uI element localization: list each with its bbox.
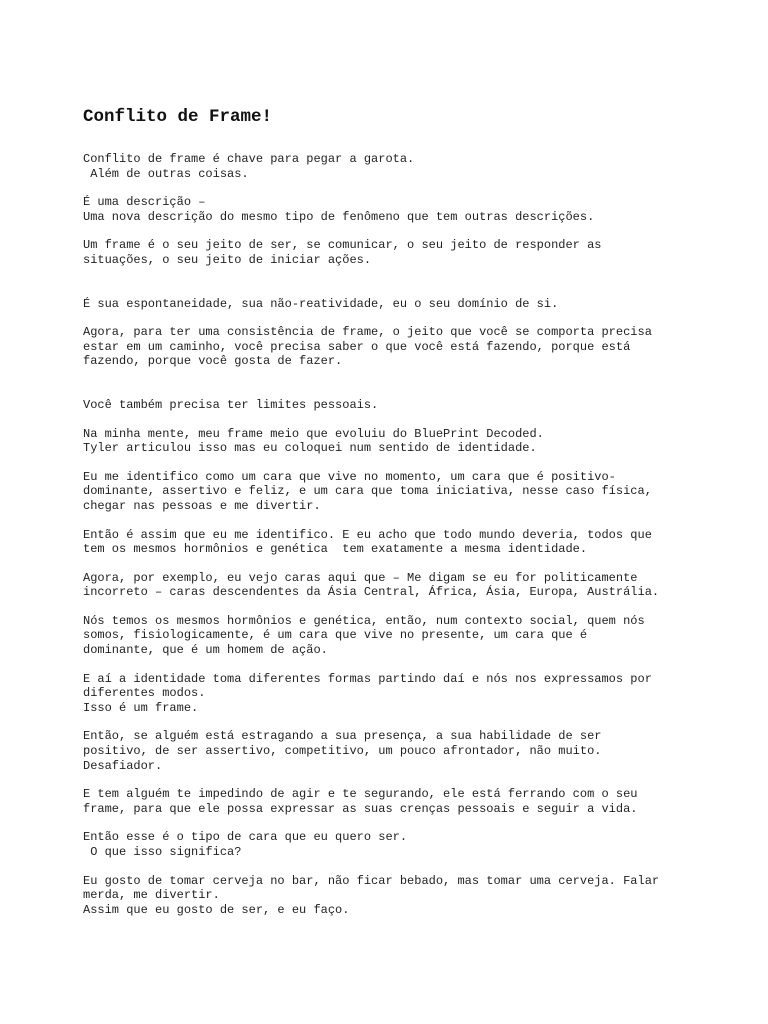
text-line: Agora, para ter uma consistência de frame, o jeito que você se comporta precisa (83, 325, 652, 340)
text-line: Então, se alguém está estragando a sua presença, a sua habilidade de ser (83, 729, 602, 744)
text-line: E aí a identidade toma diferentes formas partindo daí e nós nos expressamos por (83, 671, 652, 686)
text-line: Tyler articulou isso mas eu coloquei num sentido de identidade. (83, 441, 537, 456)
text-line: diferentes modos. (83, 686, 206, 701)
text-line: Conflito de frame é chave para pegar a garota. (83, 152, 415, 166)
text-line: Eu gosto de tomar cerveja no bar, não ficar bebado, mas tomar uma cerveja. Falar (83, 873, 660, 888)
text-line: Um frame é o seu jeito de ser, se comunicar, o seu jeito de responder as (83, 238, 602, 253)
text-line: fazendo, porque você gosta de fazer. (83, 354, 343, 369)
text-line: Uma nova descrição do mesmo tipo de fenômeno que tem outras descrições. (83, 209, 595, 224)
paragraph (83, 297, 723, 312)
text-line: Eu me identifico como um cara que vive no momento, um cara que é positivo- (83, 469, 616, 484)
text-line: Você também precisa ter limites pessoais. (83, 397, 379, 412)
text-line: Além de outras coisas. (83, 166, 249, 181)
paragraph (83, 787, 723, 816)
text-line: tem os mesmos hormônios e genética tem exatamente a mesma identidade. (83, 542, 588, 557)
text-line: Na minha mente, meu frame meio que evoluiu do BluePrint Decoded. (83, 426, 544, 441)
paragraph (83, 830, 723, 859)
paragraph (83, 528, 723, 557)
text-line: Desafiador. (83, 758, 163, 773)
text-line: frame, para que ele possa expressar as suas crenças pessoais e seguir a vida. (83, 801, 638, 816)
page-title: Conflito de Frame! (83, 107, 273, 127)
text-line: chegar nas pessoas e me divertir. (83, 498, 321, 513)
paragraph (83, 325, 723, 369)
text-line: positivo, de ser assertivo, competitivo, um pouco afrontador, não muito. (83, 744, 602, 759)
text-line: incorreto – caras descendentes da Ásia Central, África, Ásia, Europa, Austrália. (83, 585, 660, 600)
paragraph (83, 470, 723, 514)
text-line: E tem alguém te impedindo de agir e te segurando, ele está ferrando com o seu (83, 787, 638, 802)
text-line: estar em um caminho, você precisa saber o que você está fazendo, porque está (83, 339, 631, 354)
document-page (83, 107, 723, 917)
paragraph (83, 398, 723, 413)
paragraph (83, 614, 723, 658)
text-line: O que isso significa? (83, 845, 242, 859)
text-line: Isso é um frame. (83, 700, 199, 715)
text-line: somos, fisiologicamente, é um cara que vive no presente, um cara que é (83, 628, 588, 643)
paragraph (83, 195, 723, 224)
paragraph (83, 874, 723, 918)
text-line: É sua espontaneidade, sua não-reatividade, eu o seu domínio de si. (83, 296, 559, 311)
paragraph (83, 238, 723, 267)
paragraph (83, 152, 723, 181)
text-line: dominante, assertivo e feliz, e um cara que toma iniciativa, nesse caso física, (83, 484, 652, 499)
text-line: Então esse é o tipo de cara que eu quero ser. (83, 830, 408, 845)
text-line: merda, me divertir. (83, 888, 220, 903)
text-line: Nós temos os mesmos hormônios e genética, então, num contexto social, quem nós (83, 613, 645, 628)
paragraph (83, 729, 723, 773)
document-body (83, 152, 723, 917)
text-line: dominante, que é um homem de ação. (83, 643, 328, 658)
paragraph (83, 672, 723, 716)
paragraph (83, 427, 723, 456)
text-line: Assim que eu gosto de ser, e eu faço. (83, 902, 350, 917)
text-line: Então é assim que eu me identifico. E eu acho que todo mundo deveria, todos que (83, 527, 652, 542)
paragraph (83, 571, 723, 600)
text-line: Agora, por exemplo, eu vejo caras aqui que – Me digam se eu for politicamente (83, 570, 638, 585)
text-line: É uma descrição – (83, 195, 206, 210)
text-line: situações, o seu jeito de iniciar ações. (83, 252, 372, 267)
